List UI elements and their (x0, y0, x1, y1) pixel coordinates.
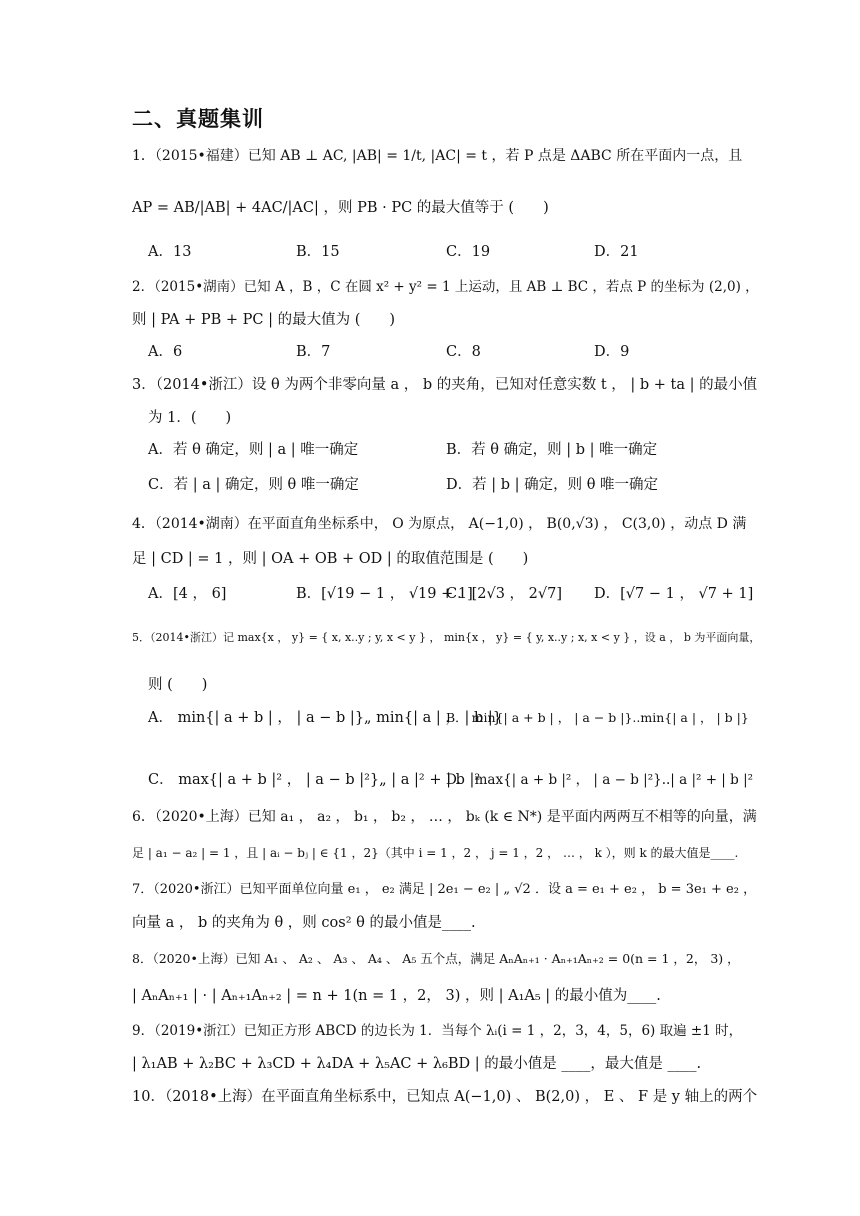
problem-9-line-1: 9．（2019•浙江）已知正方形 ABCD 的边长为 1．当每个 λᵢ(i = 1 ，2，3，4，5，6) 取遍 ±1 时， (132, 1023, 743, 1039)
problem-10-line-1: 10．（2018•上海）在平面直角坐标系中，已知点 A(−1,0) 、 B(2,0) ， E 、 F 是 y 轴上的两个 (132, 1089, 758, 1105)
problem-5-option-c: C． max{| a + b |² ， | a − b |²}„ | a |² + | b |² (148, 772, 481, 788)
problem-5-line-2: 则 ( ) (148, 677, 208, 693)
problem-2-line-1: 2．（2015•湖南）已知 A ，B ，C 在圆 x² + y² = 1 上运动，且 AB ⊥ BC ，若点 P 的坐标为 (2,0) ， (132, 279, 759, 295)
problem-2-option-c: C．8 (446, 344, 481, 360)
problem-3-option-b: B．若 θ 确定，则 | b | 唯一确定 (446, 442, 658, 458)
problem-1-option-a: A．13 (148, 244, 192, 260)
problem-8-line-2: | AₙAₙ₊₁ | · | Aₙ₊₁Aₙ₊₂ | = n + 1(n = 1 ，2， 3) ，则 | A₁A₅ | 的最小值为____. (132, 988, 661, 1004)
problem-2-option-d: D．9 (594, 344, 630, 360)
problem-4-option-b: B．[√19 − 1 ， √19 + 1] (296, 586, 473, 602)
problem-2-option-b: B．7 (296, 344, 331, 360)
problem-5-option-a: A． min{| a + b | ， | a − b |}„ min{| a | ， | b |} (148, 710, 502, 726)
problem-1-option-d: D．21 (594, 244, 639, 260)
problem-4-option-d: D．[√7 − 1 ， √7 + 1] (594, 586, 754, 602)
problem-5-line-1: 5．（2014•浙江）记 max{x ， y} = { x, x..y ; y, x < y } ， min{x ， y} = { y, x..y ; x, x < y } ，设 a ， b 为平面向量， (132, 631, 761, 644)
problem-9-line-2: | λ₁AB + λ₂BC + λ₃CD + λ₄DA + λ₅AC + λ₆BD | 的最小值是 ____，最大值是 ____. (132, 1056, 702, 1072)
problem-4-option-a: A．[4 ， 6] (148, 586, 227, 602)
problem-3-option-d: D．若 | b | 确定，则 θ 唯一确定 (446, 477, 659, 493)
problem-5-option-b: B． min{| a + b | ， | a − b |}..min{| a | ， | b |} (446, 710, 749, 725)
problem-6-line-2: 足 | a₁ − a₂ | = 1 ，且 | aᵢ − bⱼ | ∈ {1 ，2}（其中 i = 1 ，2 ， j = 1 ，2 ， … ， k ），则 k 的最大值是____. (132, 846, 739, 860)
problem-4-option-c: C．[2√3 ， 2√7] (446, 586, 563, 602)
problem-3-option-a: A．若 θ 确定，则 | a | 唯一确定 (148, 442, 359, 458)
problem-3-line-1: 3．（2014•浙江）设 θ 为两个非零向量 a ， b 的夹角，已知对任意实数 t ， | b + ta | 的最小值 (132, 377, 758, 393)
problem-1-line-2: AP = AB/|AB| + 4AC/|AC| ，则 PB · PC 的最大值等于 ( ) (132, 200, 549, 216)
problem-3-line-2: 为 1．( ) (148, 410, 232, 426)
problem-4-line-1: 4．（2014•湖南）在平面直角坐标系中， O 为原点， A(−1,0) ， B(0,√3) ， C(3,0) ，动点 D 满 (132, 516, 747, 532)
problem-7-line-1: 7．（2020•浙江）已知平面单位向量 e₁ ， e₂ 满足 | 2e₁ − e₂ | „ √2 ．设 a = e₁ + e₂ ， b = 3e₁ + e₂ ， (132, 882, 757, 897)
problem-1-line-1: 1．（2015•福建）已知 AB ⊥ AC, |AB| = 1/t, |AC| = t ，若 P 点是 ΔABC 所在平面内一点，且 (132, 148, 743, 164)
section-heading: 二、真题集训 (132, 107, 264, 131)
problem-7-line-2: 向量 a ， b 的夹角为 θ ，则 cos² θ 的最小值是____. (132, 915, 476, 931)
problem-2-option-a: A．6 (148, 344, 183, 360)
problem-8-line-1: 8．（2020•上海）已知 A₁ 、 A₂ 、 A₃ 、 A₄ 、 A₅ 五个点，满足 AₙAₙ₊₁ · Aₙ₊₁Aₙ₊₂ = 0(n = 1 ，2， 3) ， (132, 951, 740, 966)
problem-1-option-b: B．15 (296, 244, 340, 260)
problem-5-option-d: D． max{| a + b |² ， | a − b |²}..| a |² + | b |² (446, 772, 754, 788)
problem-1-option-c: C．19 (446, 244, 491, 260)
problem-4-line-2: 足 | CD | = 1 ，则 | OA + OB + OD | 的取值范围是 ( ) (132, 551, 529, 567)
problem-3-option-c: C．若 | a | 确定，则 θ 唯一确定 (148, 477, 359, 493)
problem-6-line-1: 6．（2020•上海）已知 a₁ ， a₂ ， b₁ ， b₂ ， … ， bₖ (k ∈ N*) 是平面内两两互不相等的向量，满 (132, 809, 757, 825)
problem-2-line-2: 则 | PA + PB + PC | 的最大值为 ( ) (132, 312, 396, 328)
